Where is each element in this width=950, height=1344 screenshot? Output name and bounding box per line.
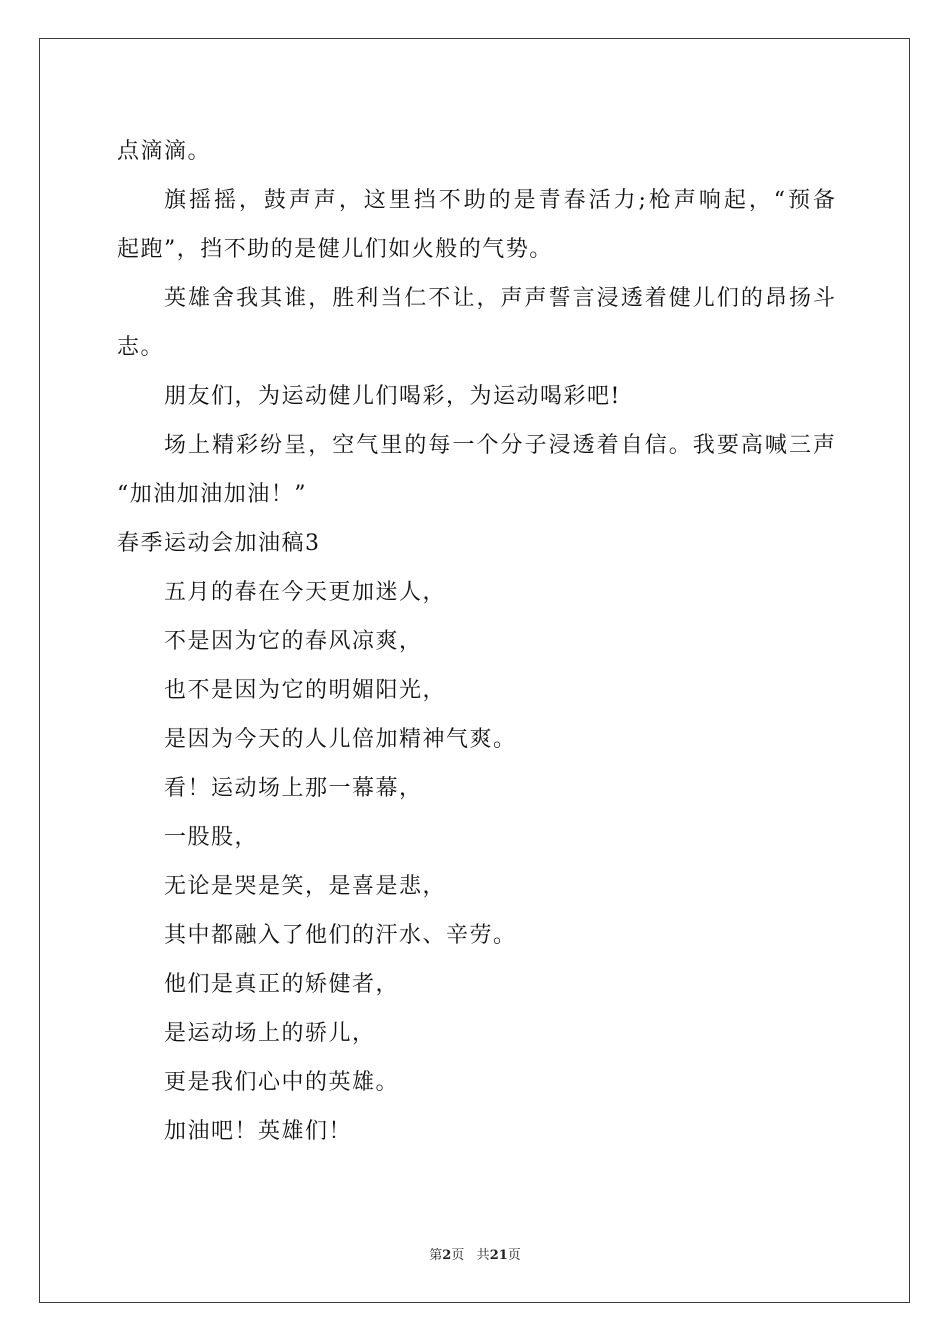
- poem-line: 五月的春在今天更加迷人，: [164, 580, 447, 605]
- paragraph-line: 志。: [117, 335, 165, 360]
- total-label-suffix: 页: [507, 1248, 521, 1263]
- poem-line: 也不是因为它的明媚阳光，: [164, 678, 447, 703]
- section-title: 春季运动会加油稿3: [117, 531, 321, 556]
- paragraph-line: 朋友们，为运动健儿们喝彩，为运动喝彩吧!: [164, 384, 621, 409]
- document-body: [117, 127, 835, 1156]
- poem-line: 其中都融入了他们的汗水、辛劳。: [164, 923, 517, 948]
- poem-line: 一股股，: [164, 825, 259, 850]
- paragraph-line: 旗摇摇，鼓声声，这里挡不助的是青春活力;枪声响起，“预备: [164, 188, 835, 213]
- poem-line: 不是因为它的春风凉爽，: [164, 629, 423, 654]
- paragraph-line: “加油加油加油！”: [117, 482, 307, 507]
- page-label-suffix: 页: [451, 1248, 465, 1263]
- total-pages: 21: [489, 1248, 508, 1263]
- poem-line: 更是我们心中的英雄。: [164, 1070, 400, 1095]
- total-label-prefix: 共: [476, 1248, 490, 1263]
- poem-line: 加油吧！英雄们！: [164, 1119, 353, 1144]
- page-number: 2: [442, 1248, 452, 1263]
- poem-line: 无论是哭是笑，是喜是悲，: [164, 874, 447, 899]
- paragraph-line: 起跑”，挡不助的是健儿们如火般的气势。: [117, 237, 553, 262]
- paragraph-line: 英雄舍我其谁，胜利当仁不让，声声誓言浸透着健儿们的昂扬斗: [164, 286, 835, 311]
- page-footer: [0, 1244, 950, 1263]
- poem-line: 他们是真正的矫健者，: [164, 972, 400, 997]
- paragraph-line: 场上精彩纷呈，空气里的每一个分子浸透着自信。我要高喊三声: [164, 433, 835, 458]
- poem-line: 是因为今天的人儿倍加精神气爽。: [164, 727, 517, 752]
- poem-line: 看！运动场上那一幕幕，: [164, 776, 423, 801]
- paragraph-line: 点滴滴。: [117, 139, 212, 164]
- page-label-prefix: 第: [429, 1248, 443, 1263]
- poem-line: 是运动场上的骄儿，: [164, 1021, 376, 1046]
